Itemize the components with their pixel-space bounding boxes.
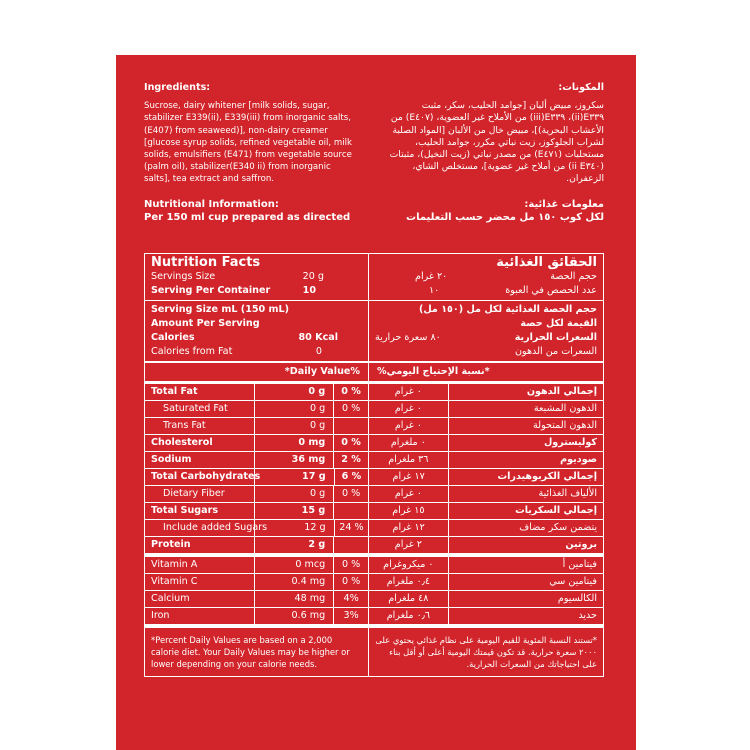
footnote-en: *Percent Daily Values are based on a 2,000 calorie diet. Your Daily Values may be higher or lower depending on your calorie needs. bbox=[145, 628, 369, 676]
ingredients-en bbox=[144, 82, 354, 186]
calories-value-ar: ٨٠ سعرة حرارية bbox=[375, 332, 441, 343]
ingredients-en-text: Sucrose, dairy whitener [milk solids, sugar, stabilizer E339(ii), E339(iii) from inorganic salts, (E407) from seaweed)], non-dairy creamer [glucose syrup solids, refined vegetable oil, milk solids, emulsifiers (E471) from vegetable source (palm oil), stabilizer(E340 ii) from inorganic salts], tea extract and saffron. bbox=[144, 101, 352, 185]
ingredients-en-title: Ingredients: bbox=[144, 82, 211, 93]
footnote bbox=[145, 628, 603, 676]
cal-fat-ar: السعرات من الدهون bbox=[515, 346, 597, 357]
daily-value-en: *Daily Value% bbox=[145, 363, 369, 381]
nutrient-name: Saturated Fat bbox=[145, 401, 255, 417]
calories-row bbox=[151, 331, 362, 345]
nutrient-name: Calcium bbox=[145, 591, 255, 607]
nutrient-amount: 0 g bbox=[255, 384, 335, 400]
nutrient-amount: 15 g bbox=[255, 503, 335, 519]
nutrient-name-ar: يتضمن سكر مضاف bbox=[519, 522, 598, 533]
nutrient-amount-ar: ٠ غرام bbox=[369, 418, 449, 434]
per-container-value: 10 bbox=[302, 285, 317, 296]
nutrient-name-ar: إجمالي الدهون bbox=[526, 386, 597, 397]
footnote-ar: *تستند النسبة المئوية للقيم اليومية على نظام غذائي يحتوي على ٢٠٠٠ سعرة حرارية. قد تكون قيمتك اليومية أعلى أو أقل بناء على احتياجاتك من السعرات الحرارية. bbox=[375, 635, 597, 669]
nutrient-amount-ar: ١٧ غرام bbox=[369, 469, 449, 485]
nutrient-amount-ar: ٠ ملغرام bbox=[369, 435, 449, 451]
nutrient-percent: 0 % bbox=[334, 384, 369, 400]
calories-ar-row bbox=[375, 331, 597, 345]
nutrient-amount: 0.6 mg bbox=[255, 608, 335, 624]
nutrient-name-ar: حديد bbox=[578, 610, 597, 621]
ingredients-ar bbox=[384, 82, 604, 186]
nutrient-percent: 2 % bbox=[334, 452, 369, 468]
serving-size-value: 20 g bbox=[302, 271, 325, 282]
nutrient-percent: 0 % bbox=[334, 401, 369, 417]
nutrient-amount-ar: ١٥ غرام bbox=[369, 503, 449, 519]
nutrient-amount: 0 mcg bbox=[255, 557, 335, 573]
calories-block bbox=[145, 301, 603, 363]
calories-block-en bbox=[145, 301, 369, 361]
nutrient-name: Trans Fat bbox=[145, 418, 255, 434]
nutrient-name: Include added Sugars bbox=[145, 520, 255, 536]
serving-size-value-ar: ٢٠ غرام bbox=[415, 271, 448, 282]
nutrient-name-ar: فيتامين سي bbox=[549, 576, 597, 587]
cal-fat-value: 0 bbox=[315, 346, 323, 357]
nutrient-percent: 0 % bbox=[334, 435, 369, 451]
amount-label: Amount Per Serving bbox=[151, 318, 260, 329]
cal-fat-row bbox=[151, 345, 362, 359]
nutrient-name-ar: كوليسترول bbox=[543, 437, 597, 448]
serving-size-ar-row bbox=[375, 270, 597, 284]
per-container-label: Serving Per Container bbox=[151, 285, 271, 296]
nutrient-amount: 36 mg bbox=[255, 452, 335, 468]
nutrient-row bbox=[145, 435, 603, 452]
ingredients-section bbox=[144, 82, 604, 186]
nutrient-name: Protein bbox=[145, 537, 255, 553]
header-block bbox=[144, 82, 604, 224]
facts-title-ar: الحقائق الغذائية bbox=[496, 255, 597, 270]
nutrient-row bbox=[145, 452, 603, 469]
nutrient-name: Sodium bbox=[145, 452, 255, 468]
nutrient-name-ar: إجمالي السكريات bbox=[515, 505, 597, 516]
ingredients-ar-text: سكروز، مبيض ألبان [جوامد الحليب، سكر، مثبت E٣٣٩(ii)، E٣٣٩(iii) من الأملاح غير العضوية، (E٤٠٧) من الأعشاب البحرية)]، مبيض خال من الألبان [المواد الصلبة لشراب الجلوكوز، زيت نباتي مكرر، جوامد الحليب، مستحلبات (E٤٧١) من مصدر نباتي (زيت النخيل)، مثبتات (E٣٤٠ ii) من أملاح غير عضوية]، مستخلص الشاي، الزعفران. bbox=[389, 100, 604, 185]
serving-ml-label: Serving Size mL (150 mL) bbox=[151, 304, 290, 315]
nutrient-row bbox=[145, 384, 603, 401]
nutrient-row bbox=[145, 520, 603, 537]
nutrient-name-ar: صوديوم bbox=[560, 454, 597, 465]
calories-label: Calories bbox=[151, 332, 195, 343]
nutrient-row bbox=[145, 537, 603, 557]
nutrient-amount: 0 mg bbox=[255, 435, 335, 451]
nutrient-rows bbox=[145, 384, 603, 628]
nutrient-row bbox=[145, 486, 603, 503]
per-container-row bbox=[151, 284, 362, 298]
nutrient-name: Vitamin A bbox=[145, 557, 255, 573]
nutrient-amount-ar: ٤٨ ملغرام bbox=[369, 591, 449, 607]
nutrient-name: Total Carbohydrates bbox=[145, 469, 255, 485]
nutrient-percent: 0 % bbox=[334, 557, 369, 573]
nutrient-name: Cholesterol bbox=[145, 435, 255, 451]
calories-value: 80 Kcal bbox=[298, 332, 339, 343]
facts-header-en bbox=[145, 254, 369, 300]
facts-title-en: Nutrition Facts bbox=[151, 255, 261, 270]
serving-size-ar: حجم الحصة bbox=[550, 271, 597, 282]
nutrition-info-en-title: Nutritional Information: bbox=[144, 198, 279, 210]
nutrient-amount-ar: ٣٦ ملغرام bbox=[369, 452, 449, 468]
nutrient-row bbox=[145, 557, 603, 574]
nutrient-row bbox=[145, 401, 603, 418]
nutrient-percent: 24 % bbox=[335, 520, 370, 536]
facts-header-ar bbox=[369, 254, 603, 300]
serving-size-row bbox=[151, 270, 362, 284]
per-container-ar: عدد الحصص في العبوة bbox=[505, 285, 597, 296]
nutrient-row bbox=[145, 503, 603, 520]
serving-size-label: Servings Size bbox=[151, 271, 216, 282]
nutrition-info bbox=[144, 198, 604, 224]
amount-ar: القيمة لكل حصة bbox=[520, 318, 597, 329]
nutrition-info-ar bbox=[406, 198, 604, 224]
nutrient-name: Iron bbox=[145, 608, 255, 624]
nutrient-name: Total Sugars bbox=[145, 503, 255, 519]
facts-header bbox=[145, 254, 603, 301]
nutrition-info-en bbox=[144, 198, 350, 224]
nutrient-amount: 0 g bbox=[255, 418, 335, 434]
per-container-ar-row bbox=[375, 284, 597, 298]
nutrient-amount-ar: ٠ غرام bbox=[369, 486, 449, 502]
cal-fat-label: Calories from Fat bbox=[151, 346, 233, 357]
nutrient-percent: 3% bbox=[334, 608, 369, 624]
nutrient-amount: 12 g bbox=[255, 520, 335, 536]
nutrient-name-ar: فيتامين أ bbox=[562, 559, 597, 570]
nutrient-percent: 6 % bbox=[335, 469, 370, 485]
nutrient-row bbox=[145, 469, 603, 486]
nutrient-amount-ar: ٠٫٦ ملغرام bbox=[369, 608, 449, 624]
nutrient-amount: 0 g bbox=[255, 401, 335, 417]
ingredients-ar-title: المكونات: bbox=[558, 82, 604, 93]
per-container-value-ar: ١٠ bbox=[429, 285, 440, 296]
nutrient-row bbox=[145, 608, 603, 628]
nutrient-percent bbox=[334, 503, 369, 519]
nutrient-amount: 0.4 mg bbox=[255, 574, 335, 590]
label-panel bbox=[116, 55, 636, 750]
nutrition-info-ar-sub: لكل كوب ١٥٠ مل محضر حسب التعليمات bbox=[406, 211, 604, 223]
nutrient-name-ar: بروتين bbox=[565, 539, 597, 550]
nutrient-name: Vitamin C bbox=[145, 574, 255, 590]
nutrient-row bbox=[145, 574, 603, 591]
nutrient-name-ar: إجمالي الكربوهيدرات bbox=[497, 471, 598, 482]
serving-ml-ar: حجم الحصة الغذائية لكل مل (١٥٠ مل) bbox=[418, 304, 597, 315]
calories-block-ar bbox=[369, 301, 603, 361]
nutrient-percent: 0 % bbox=[334, 486, 369, 502]
nutrient-amount-ar: ٠ ميكروغرام bbox=[369, 557, 449, 573]
nutrient-percent bbox=[334, 537, 369, 553]
nutrient-name-ar: الدهون المتحولة bbox=[533, 420, 598, 431]
nutrient-name: Total Fat bbox=[145, 384, 255, 400]
nutrient-row bbox=[145, 418, 603, 435]
nutrient-amount-ar: ٠ غرام bbox=[369, 401, 449, 417]
nutrient-amount: 48 mg bbox=[255, 591, 335, 607]
nutrient-row bbox=[145, 591, 603, 608]
nutrition-info-en-sub: Per 150 ml cup prepared as directed bbox=[144, 211, 351, 223]
nutrient-amount-ar: ٠ غرام bbox=[369, 384, 449, 400]
nutrient-name-ar: الألياف الغذائية bbox=[538, 488, 598, 499]
nutrient-amount: 17 g bbox=[255, 469, 335, 485]
nutrient-name: Dietary Fiber bbox=[145, 486, 255, 502]
nutrient-percent: 0 % bbox=[334, 574, 369, 590]
daily-value-header bbox=[145, 363, 603, 384]
nutrient-amount: 0 g bbox=[255, 486, 335, 502]
nutrition-info-ar-title: معلومات غذائية: bbox=[524, 198, 604, 210]
nutrient-name-ar: الدهون المشبعة bbox=[533, 403, 598, 414]
nutrient-amount-ar: ٠٫٤ ملغرام bbox=[369, 574, 449, 590]
nutrient-amount-ar: ١٢ غرام bbox=[369, 520, 449, 536]
nutrient-percent bbox=[334, 418, 369, 434]
daily-value-ar: *نسبة الإحتياج اليومي% bbox=[377, 366, 490, 377]
nutrition-facts-table bbox=[144, 253, 604, 677]
calories-ar: السعرات الحرارية bbox=[514, 332, 597, 343]
nutrient-amount: 2 g bbox=[255, 537, 335, 553]
nutrient-amount-ar: ٢ غرام bbox=[369, 537, 449, 553]
nutrient-percent: 4% bbox=[334, 591, 369, 607]
nutrient-name-ar: الكالسيوم bbox=[557, 593, 597, 604]
